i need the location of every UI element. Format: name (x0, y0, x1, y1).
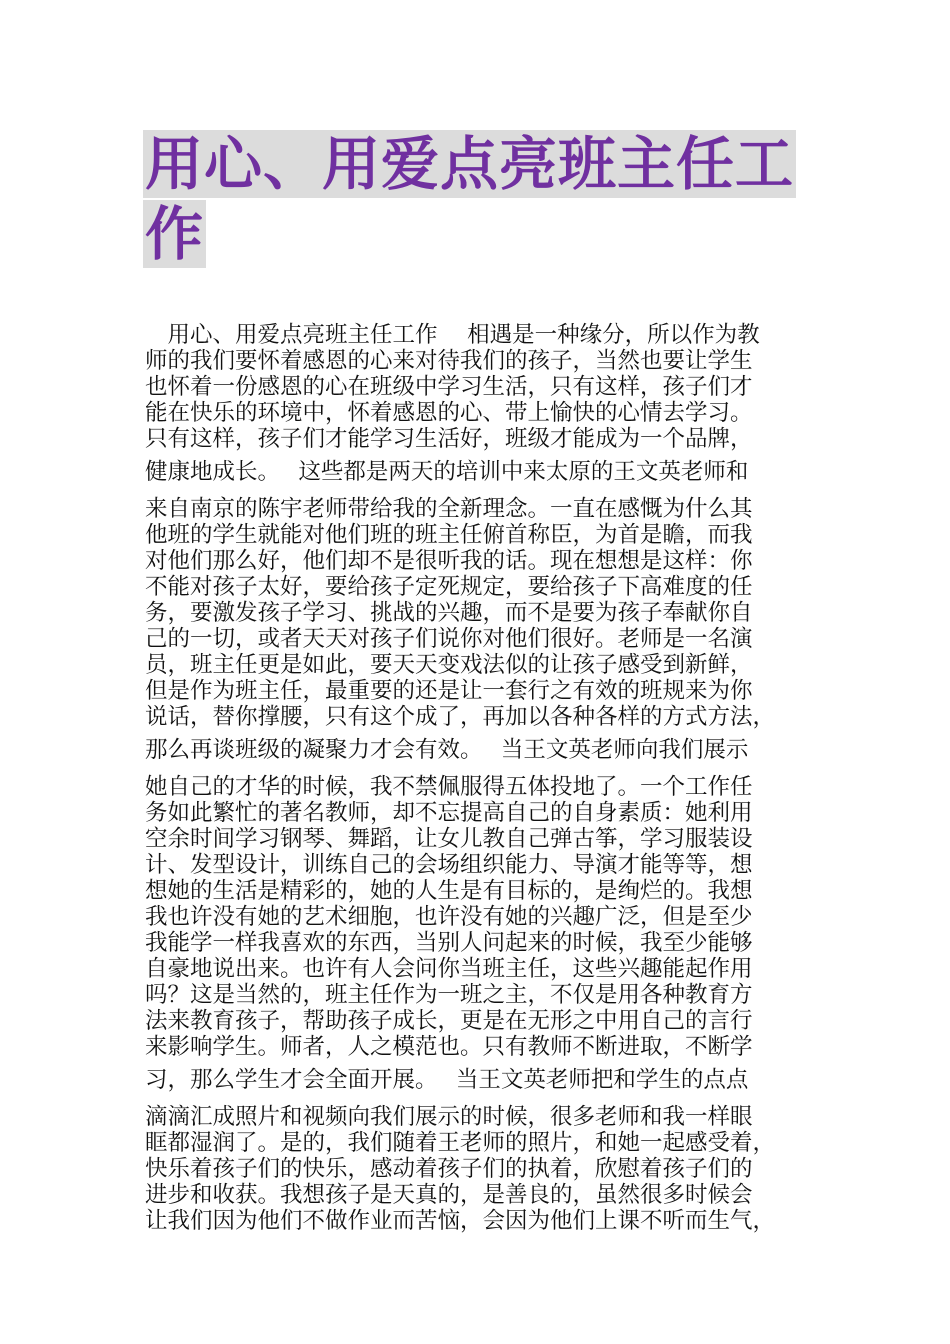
body-line: 我能学一样我喜欢的东西，当别人问起来的时候，我至少能够 (145, 930, 753, 956)
body-line: 进步和收获。我想孩子是天真的，是善良的，虽然很多时候会 (145, 1182, 753, 1208)
body-line: 说话，替你撑腰，只有这个成了，再加以各种各样的方式方法， (145, 704, 776, 730)
document-title (143, 130, 813, 270)
body-line: 让我们因为他们不做作业而苦恼，会因为他们上课不听而生气， (145, 1208, 776, 1234)
body-line: 员，班主任更是如此，要天天变戏法似的让孩子感受到新鲜， (145, 652, 753, 678)
body-line: 只有这样，孩子们才能学习生活好，班级才能成为一个品牌， (145, 426, 753, 452)
body-line: 计、发型设计，训练自己的会场组织能力、导演才能等等，想 (145, 852, 753, 878)
body-line: 务如此繁忙的著名教师，却不忘提高自己的自身素质：她利用 (145, 800, 753, 826)
body-line: 他班的学生就能对他们班的班主任俯首称臣，为首是瞻，而我 (145, 522, 753, 548)
body-line: 那么再谈班级的凝聚力才会有效。 当王文英老师向我们展示 (145, 737, 749, 763)
body-line: 滴滴汇成照片和视频向我们展示的时候，很多老师和我一样眼 (145, 1104, 753, 1130)
body-line: 己的一切，或者天天对孩子们说你对他们很好。老师是一名演 (145, 626, 753, 652)
title-line-1: 用心、用爱点亮班主任工 (145, 130, 795, 198)
body-line: 法来教育孩子，帮助孩子成长，更是在无形之中用自己的言行 (145, 1008, 753, 1034)
body-line: 来自南京的陈宇老师带给我的全新理念。一直在感慨为什么其 (145, 496, 753, 522)
body-line: 健康地成长。 这些都是两天的培训中来太原的王文英老师和 (145, 459, 749, 485)
body-line: 能在快乐的环境中，怀着感恩的心、带上愉快的心情去学习。 (145, 400, 753, 426)
body-line: 也怀着一份感恩的心在班级中学习生活，只有这样，孩子们才 (145, 374, 753, 400)
body-line: 但是作为班主任，最重要的还是让一套行之有效的班规来为你 (145, 678, 753, 704)
body-line: 师的我们要怀着感恩的心来对待我们的孩子，当然也要让学生 (145, 348, 753, 374)
body-line: 眶都湿润了。是的，我们随着王老师的照片，和她一起感受着， (145, 1130, 776, 1156)
body-line: 她自己的才华的时候，我不禁佩服得五体投地了。一个工作任 (145, 774, 753, 800)
body-line: 吗？这是当然的，班主任作为一班之主，不仅是用各种教育方 (145, 982, 753, 1008)
body-line: 务，要激发孩子学习、挑战的兴趣，而不是要为孩子奉献你自 (145, 600, 753, 626)
body-line: 空余时间学习钢琴、舞蹈，让女儿教自己弹古筝，学习服装设 (145, 826, 753, 852)
body-line: 习，那么学生才会全面开展。 当王文英老师把和学生的点点 (145, 1067, 749, 1093)
body-line: 自豪地说出来。也许有人会问你当班主任，这些兴趣能起作用 (145, 956, 753, 982)
body-line: 我也许没有她的艺术细胞，也许没有她的兴趣广泛，但是至少 (145, 904, 753, 930)
body-line: 快乐着孩子们的快乐，感动着孩子们的执着，欣慰着孩子们的 (145, 1156, 753, 1182)
body-line: 来影响学生。师者，人之模范也。只有教师不断进取，不断学 (145, 1034, 753, 1060)
body-line: 想她的生活是精彩的，她的人生是有目标的，是绚烂的。我想 (145, 878, 753, 904)
body-line: 用心、用爱点亮班主任工作 相遇是一种缘分，所以作为教 (145, 322, 760, 348)
body-line: 不能对孩子太好，要给孩子定死规定，要给孩子下高难度的任 (145, 574, 753, 600)
body-line: 对他们那么好，他们却不是很听我的话。现在想想是这样：你 (145, 548, 753, 574)
title-line-2: 作 (145, 200, 205, 268)
